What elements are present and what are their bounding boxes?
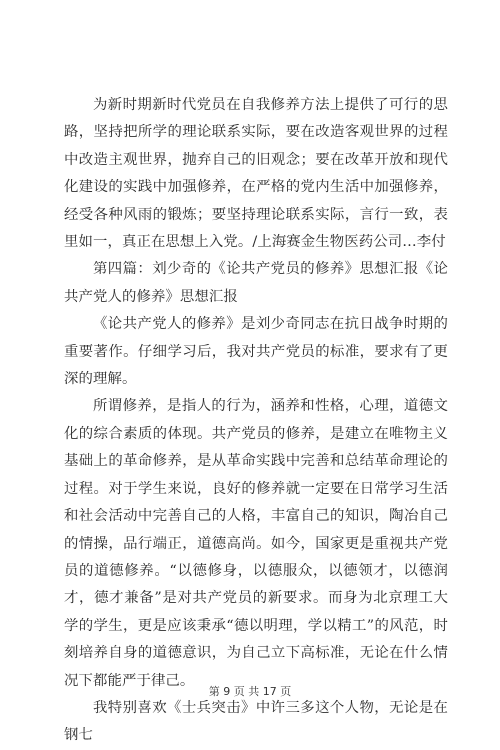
section-heading: 第四篇：刘少奇的《论共产党员的修养》思想汇报《论共产党人的修养》思想汇报 bbox=[64, 261, 448, 305]
paragraph-book-intro: 《论共产党人的修养》是刘少奇同志在抗日战争时期的重要著作。仔细学习后，我对共产党员的标准，要求有了更深的理解。 bbox=[64, 316, 448, 388]
paragraph-cultivation: 所谓修养，是指人的行为，涵养和性格，心理，道德文化的综合素质的体现。共产党员的修养，是建立在唯物主义基础上的革命修养，是从革命实践中完善和总结革命理论的过程。对于学生来说，良好的修养就一定要在日常学习生活和社会活动中完善自己的人格，丰富自己的知识，陶冶自己的情操，品行端正，道德高尚。如今，国家更是重视共产党员的道德修养。“以德修身，以德服众，以德领才，以德润才，德才兼备”是对共产党员的新要求。而身为北京理工大学的学生，更是应该秉承“德以明理，学以精工”的风范，时刻培养自身的道德意识，为自己立下高标准，无论在什么情况下都能严于律己。 bbox=[64, 398, 448, 689]
paragraph-xu-sanduo: 我特别喜欢《士兵突击》中许三多这个人物，无论是在钢七 bbox=[64, 699, 448, 744]
page-footer: 第 9 页 共 17 页 bbox=[208, 685, 292, 698]
paragraph-intro: 为新时期新时代党员在自我修养方法上提供了可行的思路，坚持把所学的理论联系实际，要在改造客观世界的过程中改造主观世界，抛弃自己的旧观念；要在改革开放和现代化建设的实践中加强修养，在严格的党内生活中加强修养，经受各种风雨的锻炼；要坚持理论联系实际，言行一致，表里如一，真正在思想上入党。/上海赛金生物医药公司…李付 bbox=[64, 97, 448, 251]
document-body bbox=[64, 92, 448, 750]
